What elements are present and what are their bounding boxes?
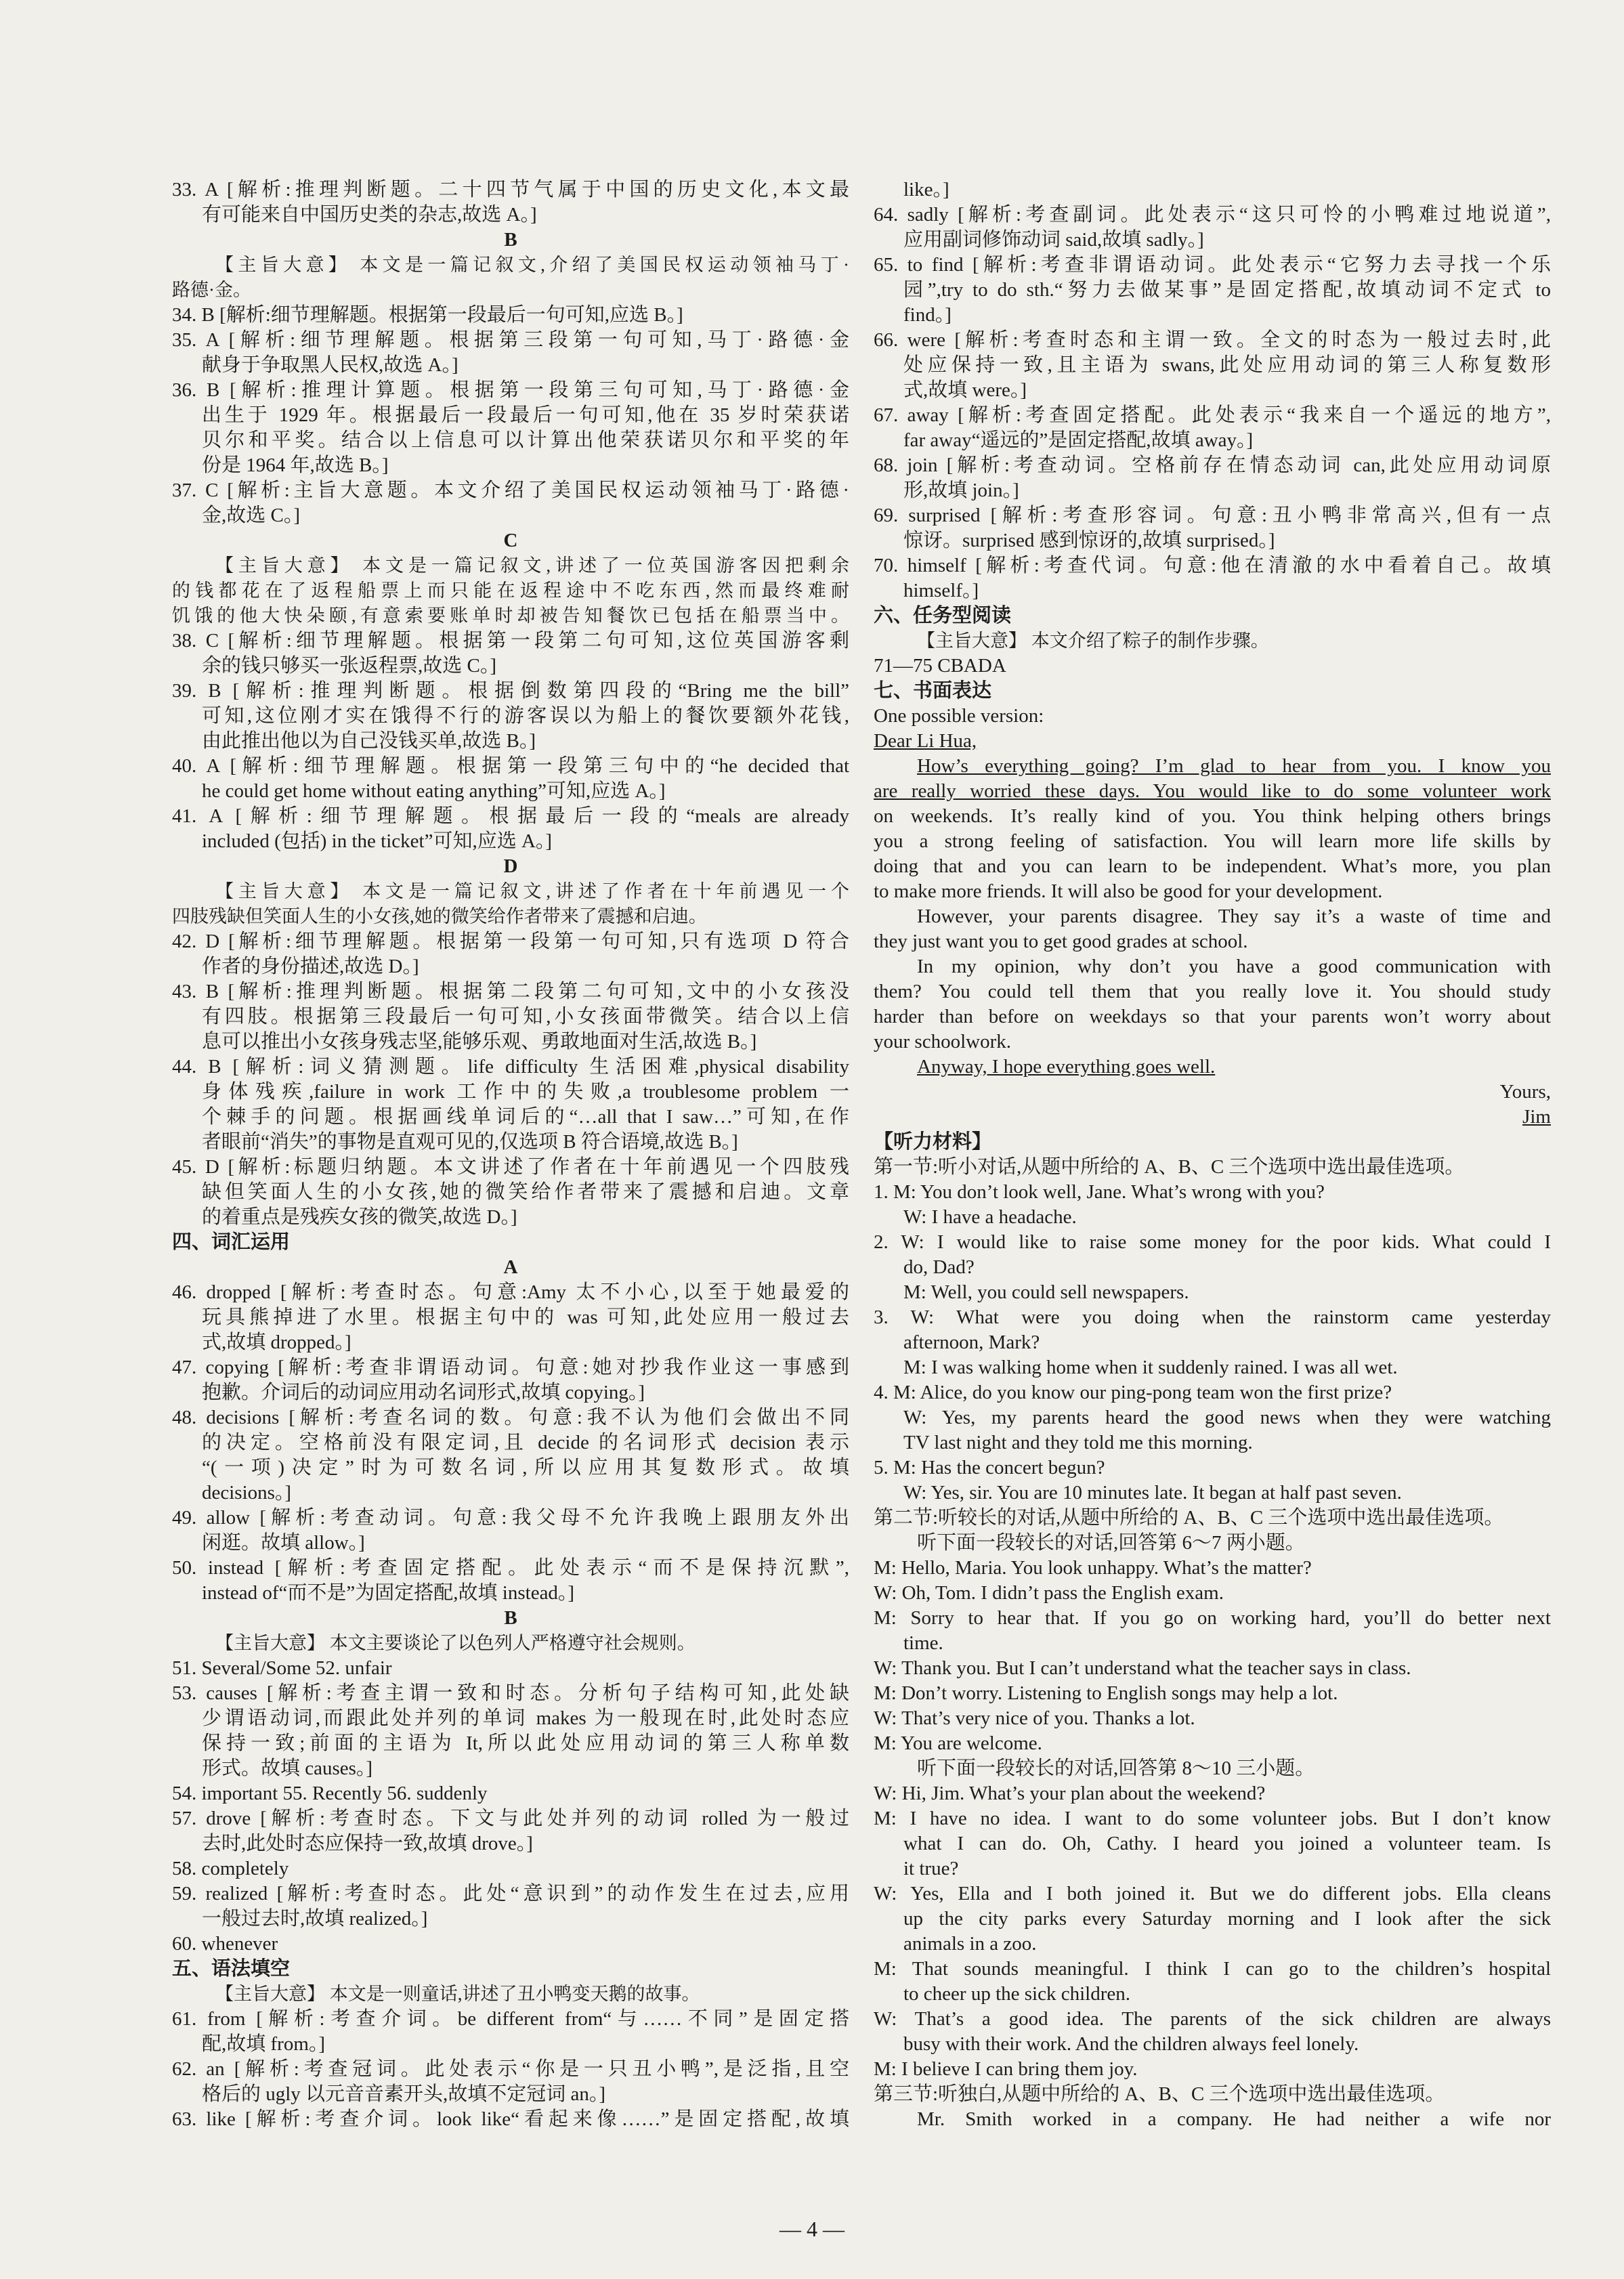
right-column-line: 应用副词修饰动词 said,故填 sadly。]: [903, 229, 1204, 251]
right-column-line: Yours,: [1499, 1081, 1551, 1103]
left-column-line: 58. completely: [172, 1858, 289, 1879]
right-column-line: M: You are welcome.: [874, 1732, 1042, 1754]
right-column-line: However, your parents disagree. They say it’s a waste of time and: [917, 906, 1551, 927]
left-column-line: 44. B [解析:词义猜测题。life difficulty 生活困难,physical disability: [172, 1056, 849, 1078]
left-column-line: included (包括) in the ticket”可知,应选 A。]: [202, 830, 553, 852]
left-column-line: 由此推出他以为自己没钱买单,故选 B。]: [202, 730, 536, 752]
left-column-line: 【主旨大意】 本文是一篇记叙文,介绍了美国民权运动领袖马丁·: [215, 255, 849, 275]
left-column-line: 39. B [解析:推理判断题。根据倒数第四段的“Bring me the bill”: [172, 680, 849, 702]
left-column-line: A: [503, 1256, 518, 1278]
right-column-line: they just want you to get good grades at school.: [874, 931, 1248, 952]
left-column-line: 玩具熊掉进了水里。根据主句中的 was 可知,此处应用一般过去: [202, 1306, 849, 1328]
left-column-line: 一般过去时,故填 realized。]: [202, 1908, 428, 1930]
right-column-line: 七、书面表达: [874, 680, 992, 702]
right-column-line: 70. himself [解析:考查代词。句意:他在清澈的水中看着自己。故填: [874, 555, 1551, 576]
right-column-line: 3. W: What were you doing when the rainstorm came yesterday: [874, 1306, 1551, 1328]
left-column-line: 少谓语动词,而跟此处并列的单词 makes 为一般现在时,此处时态应: [202, 1707, 849, 1729]
left-column-line: 50. instead [解析:考查固定搭配。此处表示“而不是保持沉默”,: [172, 1557, 849, 1579]
right-column-line: M: Well, you could sell newspapers.: [903, 1281, 1189, 1303]
left-column-line: 59. realized [解析:考查时态。此处“意识到”的动作发生在过去,应用: [172, 1883, 849, 1904]
left-column-line: 份是 1964 年,故选 B。]: [202, 454, 389, 476]
left-column-line: B: [504, 229, 517, 251]
left-column-line: 缺但笑面人生的小女孩,她的微笑给作者带来了震撼和启迪。文章: [202, 1181, 849, 1203]
right-column-line: W: That’s very nice of you. Thanks a lot.: [874, 1707, 1195, 1729]
left-column-line: 出生于 1929 年。根据最后一段最后一句可知,他在 35 岁时荣获诺: [202, 404, 849, 426]
right-column-line: 式,故填 were。]: [903, 379, 1027, 401]
right-column-line: doing that and you can learn to be independent. What’s more, you plan: [874, 855, 1551, 877]
left-column-line: 37. C [解析:主旨大意题。本文介绍了美国民权运动领袖马丁·路德·: [172, 480, 849, 501]
right-column-line: 4. M: Alice, do you know our ping-pong team won the first prize?: [874, 1382, 1392, 1403]
right-column-line: W: I have a headache.: [903, 1206, 1077, 1228]
left-column-line: instead of“而不是”为固定搭配,故填 instead。]: [202, 1582, 575, 1604]
right-column-line: 听下面一段较长的对话,回答第 8～10 三小题。: [917, 1758, 1315, 1779]
right-column-line: 六、任务型阅读: [874, 605, 1012, 626]
left-column-line: 形式。故填 causes。]: [202, 1758, 373, 1779]
right-column: [874, 177, 1551, 2132]
right-column-line: 【听力材料】: [874, 1131, 992, 1153]
left-column-line: 36. B [解析:推理计算题。根据第一段第三句可知,马丁·路德·金: [172, 379, 849, 401]
left-column-line: 42. D [解析:细节理解题。根据第一段第一句可知,只有选项 D 符合: [172, 931, 849, 952]
left-column-line: 金,故选 C。]: [202, 505, 301, 526]
right-column-line: are really worried these days. You would like to do some volunteer work: [874, 780, 1551, 802]
page-number: — 4 —: [779, 2217, 845, 2241]
left-column-line: “(一项)决定”时为可数名词,所以应用其复数形式。故填: [202, 1457, 849, 1478]
left-column-line: 格后的 ugly 以元音音素开头,故填不定冠词 an。]: [202, 2083, 606, 2105]
left-column-line: 抱歉。介词后的动词应用动名词形式,故填 copying。]: [202, 1382, 645, 1403]
right-column-line: Mr. Smith worked in a company. He had neither a wife nor: [917, 2108, 1551, 2130]
left-column-line: 【主旨大意】 本文是一篇记叙文,讲述了作者在十年前遇见一个: [215, 881, 849, 901]
right-column-line: to cheer up the sick children.: [903, 1983, 1130, 2005]
right-column-line: himself。]: [903, 580, 979, 601]
right-column-line: far away“遥远的”是固定搭配,故填 away。]: [903, 429, 1254, 451]
left-column-line: 保持一致;前面的主语为 It,所以此处应用动词的第三人称单数: [202, 1732, 849, 1754]
left-column-line: 的决定。空格前没有限定词,且 decide 的名词形式 decision 表示: [202, 1432, 849, 1453]
left-column-line: B: [504, 1607, 517, 1629]
right-column-line: W: Oh, Tom. I didn’t pass the English exam.: [874, 1582, 1224, 1604]
left-column-line: 四肢残缺但笑面人生的小女孩,她的微笑给作者带来了震撼和启迪。: [172, 906, 707, 926]
right-column-line: it true?: [903, 1858, 959, 1879]
right-column-line: 第三节:听独白,从题中所给的 A、B、C 三个选项中选出最佳选项。: [874, 2083, 1445, 2105]
right-column-line: on weekends. It’s really kind of you. You think helping others brings: [874, 805, 1551, 827]
right-column-line: M: I have no idea. I want to do some volunteer jobs. But I don’t know: [874, 1808, 1551, 1829]
right-column-line: afternoon, Mark?: [903, 1332, 1040, 1353]
left-column-line: 息可以推出小女孩身残志坚,能够乐观、勇敢地面对生活,故选 B。]: [202, 1031, 757, 1052]
right-column-line: M: Hello, Maria. You look unhappy. What’s the matter?: [874, 1557, 1312, 1579]
right-column-line: time.: [903, 1632, 943, 1654]
right-column-line: W: Yes, sir. You are 10 minutes late. It began at half past seven.: [903, 1482, 1402, 1504]
left-column-line: 48. decisions [解析:考查名词的数。句意:我不认为他们会做出不同: [172, 1407, 849, 1428]
right-column-line: 2. W: I would like to raise some money for the poor kids. What could I: [874, 1231, 1551, 1253]
right-column-line: 听下面一段较长的对话,回答第 6～7 两小题。: [917, 1532, 1305, 1554]
left-column-line: 配,故填 from。]: [202, 2033, 326, 2055]
right-column-line: Jim: [1522, 1106, 1551, 1128]
right-column-line: 69. surprised [解析:考查形容词。句意:丑小鸭非常高兴,但有一点: [874, 505, 1551, 526]
left-column-line: 47. copying [解析:考查非谓语动词。句意:她对抄我作业这一事感到: [172, 1357, 849, 1378]
right-column-line: How’s everything going? I’m glad to hear from you. I know you: [917, 755, 1551, 777]
right-column-line: 惊讶。surprised 感到惊讶的,故填 surprised。]: [903, 530, 1275, 551]
right-column-line: animals in a zoo.: [903, 1933, 1037, 1955]
right-column-line: up the city parks every Saturday morning and I look after the sick: [903, 1908, 1551, 1930]
left-column-line: 有可能来自中国历史类的杂志,故选 A。]: [202, 204, 537, 226]
left-column-line: 可知,这位刚才实在饿得不行的游客误以为船上的餐饮要额外花钱,: [202, 705, 849, 727]
left-column-line: 五、语法填空: [172, 1958, 291, 1980]
left-column-line: 61. from [解析:考查介词。be different from“与……不同”是固定搭: [172, 2008, 849, 2030]
left-column-line: 49. allow [解析:考查动词。句意:我父母不允许我晚上跟朋友外出: [172, 1507, 849, 1529]
right-column-line: M: I believe I can bring them joy.: [874, 2058, 1138, 2080]
right-column-line: W: Yes, Ella and I both joined it. But we do different jobs. Ella cleans: [874, 1883, 1551, 1904]
right-column-line: your schoolwork.: [874, 1031, 1011, 1052]
right-column-line: do, Dad?: [903, 1256, 975, 1278]
right-column-line: In my opinion, why don’t you have a good communication with: [917, 956, 1551, 977]
right-column-line: busy with their work. And the children always feel lonely.: [903, 2033, 1359, 2055]
right-column-line: TV last night and they told me this morning.: [903, 1432, 1253, 1453]
left-column-line: 35. A [解析:细节理解题。根据第三段第一句可知,马丁·路德·金: [172, 329, 849, 351]
left-column-line: 43. B [解析:推理判断题。根据第二段第二句可知,文中的小女孩没: [172, 981, 849, 1002]
left-column-line: 53. causes [解析:考查主谓一致和时态。分析句子结构可知,此处缺: [172, 1682, 849, 1704]
right-column-line: W: That’s a good idea. The parents of the sick children are always: [874, 2008, 1551, 2030]
right-column-line: harder than before on weekdays so that your parents won’t worry about: [874, 1006, 1551, 1027]
right-column-line: find。]: [903, 304, 952, 326]
right-column-line: to make more friends. It will also be good for your development.: [874, 880, 1383, 902]
right-column-line: 66. were [解析:考查时态和主谓一致。全文的时态为一般过去时,此: [874, 329, 1551, 351]
right-column-line: Anyway, I hope everything goes well.: [917, 1056, 1216, 1078]
right-column-line: W: Hi, Jim. What’s your plan about the weekend?: [874, 1783, 1266, 1804]
right-column-line: 68. join [解析:考查动词。空格前存在情态动词 can,此处应用动词原: [874, 454, 1551, 476]
right-column-line: like。]: [903, 179, 949, 200]
left-column: [172, 177, 849, 2132]
right-column-line: M: I was walking home when it suddenly rained. I was all wet.: [903, 1357, 1398, 1378]
left-column-line: 【主旨大意】 本文是一则童话,讲述了丑小鸭变天鹅的故事。: [215, 1984, 700, 2004]
right-column-line: 园”,try to do sth.“努力去做某事”是固定搭配,故填动词不定式 to: [903, 279, 1551, 301]
right-column-line: 64. sadly [解析:考查副词。此处表示“这只可怜的小鸭难过地说道”,: [874, 204, 1551, 226]
right-column-line: W: Thank you. But I can’t understand what the teacher says in class.: [874, 1657, 1411, 1679]
left-column-line: 个棘手的问题。根据画线单词后的“…all that I saw…”可知,在作: [202, 1106, 849, 1128]
left-column-line: 60. whenever: [172, 1933, 278, 1955]
left-column-line: 作者的身份描述,故选 D。]: [202, 956, 419, 977]
left-column-line: 46. dropped [解析:考查时态。句意:Amy 太不小心,以至于她最爱的: [172, 1281, 849, 1303]
right-column-line: them? You could tell them that you really love it. You should study: [874, 981, 1551, 1002]
left-column-line: 54. important 55. Recently 56. suddenly: [172, 1783, 488, 1804]
left-column-line: 33. A [解析:推理判断题。二十四节气属于中国的历史文化,本文最: [172, 179, 849, 200]
right-column-line: 65. to find [解析:考查非谓语动词。此处表示“它努力去寻找一个乐: [874, 254, 1551, 276]
right-column-line: 形,故填 join。]: [903, 480, 1019, 501]
right-column-line: M: Sorry to hear that. If you go on working hard, you’ll do better next: [874, 1607, 1551, 1629]
left-column-line: 63. like [解析:考查介词。look like“看起来像……”是固定搭配,故填: [172, 2108, 849, 2130]
left-column-line: 38. C [解析:细节理解题。根据第一段第二句可知,这位英国游客剩: [172, 630, 849, 652]
left-column-line: he could get home without eating anything”可知,应选 A。]: [202, 780, 666, 802]
left-column-line: 的着重点是残疾女孩的微笑,故选 D。]: [202, 1206, 517, 1228]
left-column-line: 饥饿的他大快朵颐,有意索要账单时却被告知餐饮已包括在船票当中。: [172, 605, 849, 626]
left-column-line: 41. A [解析:细节理解题。根据最后一段的“meals are already: [172, 805, 849, 827]
left-column-line: 者眼前“消失”的事物是直观可见的,仅选项 B 符合语境,故选 B。]: [202, 1131, 738, 1153]
right-column-line: Dear Li Hua,: [874, 730, 977, 752]
right-column-line: 67. away [解析:考查固定搭配。此处表示“我来自一个遥远的地方”,: [874, 404, 1551, 426]
left-column-line: 身体残疾,failure in work 工作中的失败,a troublesome problem 一: [202, 1081, 849, 1103]
left-column-line: 57. drove [解析:考查时态。下文与此处并列的动词 rolled 为一般过: [172, 1808, 849, 1829]
left-column-line: 去时,此处时态应保持一致,故填 drove。]: [202, 1833, 533, 1854]
left-column-line: 34. B [解析:细节理解题。根据第一段最后一句可知,应选 B。]: [172, 304, 683, 326]
left-column-line: 式,故填 dropped。]: [202, 1332, 351, 1353]
left-column-line: 贝尔和平奖。结合以上信息可以计算出他荣获诺贝尔和平奖的年: [202, 429, 849, 451]
right-column-line: 【主旨大意】 本文介绍了粽子的制作步骤。: [917, 631, 1269, 651]
right-column-line: 第二节:听较长的对话,从题中所给的 A、B、C 三个选项中选出最佳选项。: [874, 1507, 1504, 1529]
left-column-line: 有四肢。根据第三段最后一句可知,小女孩面带微笑。结合以上信: [202, 1006, 849, 1027]
left-column-line: decisions。]: [202, 1482, 292, 1504]
right-column-line: 1. M: You don’t look well, Jane. What’s wrong with you?: [874, 1181, 1325, 1203]
left-column-line: C: [503, 530, 518, 551]
left-column-line: 62. an [解析:考查冠词。此处表示“你是一只丑小鸭”,是泛指,且空: [172, 2058, 849, 2080]
left-column-line: 四、词汇运用: [172, 1231, 291, 1253]
left-column-line: 51. Several/Some 52. unfair: [172, 1657, 392, 1679]
left-column-line: 【主旨大意】 本文是一篇记叙文,讲述了一位英国游客因把剩余: [215, 555, 849, 576]
right-column-line: 第一节:听小对话,从题中所给的 A、B、C 三个选项中选出最佳选项。: [874, 1156, 1465, 1178]
right-column-line: what I can do. Oh, Cathy. I heard you joined a volunteer team. Is: [903, 1833, 1551, 1854]
right-column-line: 5. M: Has the concert begun?: [874, 1457, 1105, 1478]
right-column-line: 71—75 CBADA: [874, 655, 1006, 677]
right-column-line: M: That sounds meaningful. I think I can go to the children’s hospital: [874, 1958, 1551, 1980]
left-column-line: 路德·金。: [172, 280, 251, 300]
right-column-line: 处应保持一致,且主语为 swans,此处应用动词的第三人称复数形: [903, 354, 1551, 376]
right-column-line: W: Yes, my parents heard the good news when they were watching: [903, 1407, 1551, 1428]
left-column-line: 献身于争取黑人民权,故选 A。]: [202, 354, 458, 376]
left-column-line: 【主旨大意】 本文主要谈论了以色列人严格遵守社会规则。: [215, 1633, 696, 1653]
right-column-line: One possible version:: [874, 705, 1044, 727]
left-column-line: 45. D [解析:标题归纳题。本文讲述了作者在十年前遇见一个四肢残: [172, 1156, 849, 1178]
left-column-line: 的钱都花在了返程船票上而只能在返程途中不吃东西,然而最终难耐: [172, 580, 849, 601]
left-column-line: 40. A [解析:细节理解题。根据第一段第三句中的“he decided that: [172, 755, 849, 777]
left-column-line: 余的钱只够买一张返程票,故选 C。]: [202, 655, 497, 677]
right-column-line: M: Don’t worry. Listening to English songs may help a lot.: [874, 1682, 1338, 1704]
right-column-line: you a strong feeling of satisfaction. You will learn more life skills by: [874, 830, 1551, 852]
left-column-line: D: [503, 855, 518, 877]
left-column-line: 闲逛。故填 allow。]: [202, 1532, 365, 1554]
